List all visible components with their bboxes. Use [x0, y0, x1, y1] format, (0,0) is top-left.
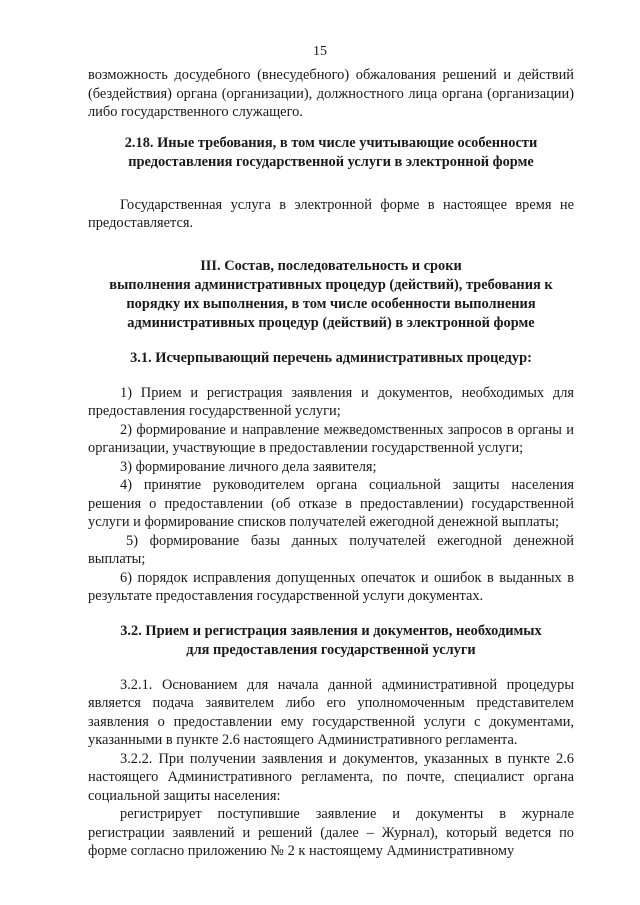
paragraph-appeal-continuation: возможность досудебного (внесудебного) обжалования решений и действий (бездействия) органа (организации), должностного лица органа (организации) либо государственного служащего. [88, 67, 574, 120]
paragraph-registration: регистрирует поступившие заявление и документы в журнале регистрации заявлений и решений (далее – Журнал), который ведется по форме согласно приложению № 2 к настоящему Административному [88, 806, 574, 859]
heading-line: порядку их выполнения, в том числе особенности выполнения [126, 295, 536, 312]
section-heading-3-2 [88, 622, 574, 660]
heading-line: III. Состав, последовательность и сроки [200, 257, 462, 274]
heading-line: административных процедур (действий) в электронной форме [127, 314, 535, 331]
paragraph-3-2-1: 3.2.1. Основанием для начала данной административной процедуры является подача заявителем либо его уполномоченным представителем заявления о предоставлении ему государственной услуги с документами, указанными в пункте 2.6 настоящего Административного регламента. [88, 676, 574, 748]
chapter-heading-III [88, 257, 574, 333]
heading-line: 3.2. Прием и регистрация заявления и документов, необходимых [120, 622, 542, 639]
list-item: 3) формирование личного дела заявителя; [120, 458, 377, 475]
document-body [88, 66, 574, 861]
list-item: 6) порядок исправления допущенных опечаток и ошибок в выданных в результате предоставления государственной услуги документах. [88, 569, 574, 604]
list-item: 2) формирование и направление межведомственных запросов в органы и организации, участвующие в предоставлении государственной услуги; [88, 421, 574, 456]
heading-line: 2.18. Иные требования, в том числе учитывающие особенности [124, 134, 538, 151]
paragraph-electronic-form: Государственная услуга в электронной форме в настоящее время не предоставляется. [88, 196, 574, 231]
list-item: 5) формирование базы данных получателей ежегодной денежной выплаты; [88, 532, 574, 567]
paragraph-3-2-2: 3.2.2. При получении заявления и документов, указанных в пункте 2.6 настоящего Административного регламента, по почте, специалист органа социальной защиты населения: [88, 750, 574, 804]
list-item: 1) Прием и регистрация заявления и документов, необходимых для предоставления государственной услуги; [88, 384, 574, 419]
heading-line: выполнения административных процедур (действий), требования к [109, 276, 553, 293]
heading-line: для предоставления государственной услуги [186, 641, 476, 658]
section-heading-2-18 [88, 134, 574, 172]
list-item: 4) принятие руководителем органа социальной защиты населения решения о предоставлении (об отказе в предоставлении) государственной услуги и формирование списков получателей ежегодной денежной выплаты; [88, 477, 574, 530]
procedure-list [88, 384, 574, 606]
section-heading-3-1: 3.1. Исчерпывающий перечень административных процедур: [130, 349, 532, 366]
page-number: 15 [313, 44, 327, 59]
heading-line: предоставления государственной услуги в электронной форме [128, 153, 534, 170]
